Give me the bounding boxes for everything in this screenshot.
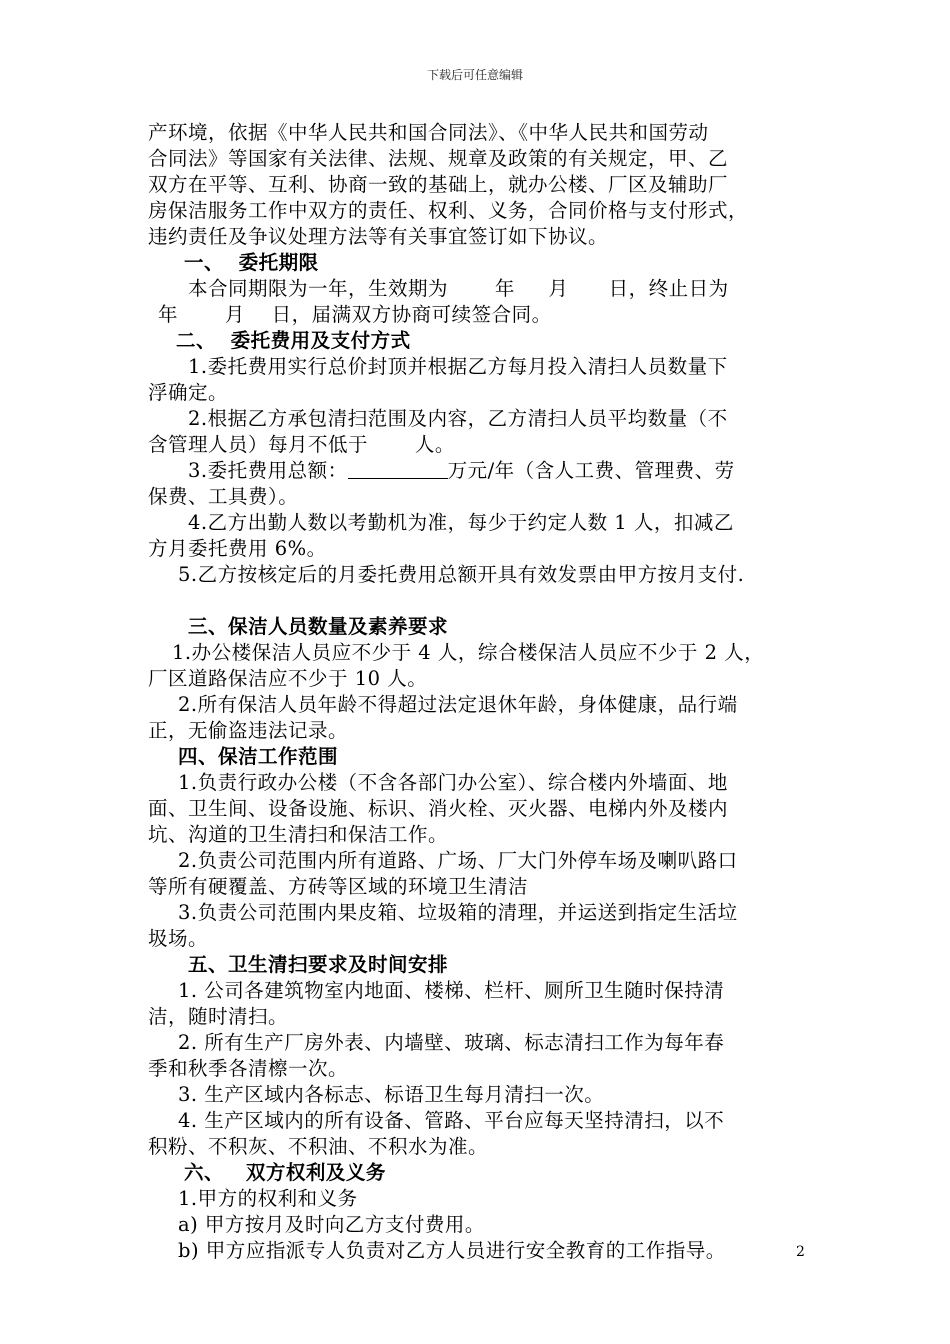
line-text-after-blank: 万元/年（含人工费、管理费、劳 <box>447 459 735 482</box>
section-heading <box>148 952 813 978</box>
line-text: 坑、沟道的卫生清扫和保洁工作。 <box>148 823 449 846</box>
document-body <box>148 120 813 1264</box>
paragraph-line <box>148 926 813 952</box>
paragraph-line <box>148 1108 813 1134</box>
line-text: 5.乙方按核定后的月委托费用总额开具有效发票由甲方按月支付. <box>178 563 745 586</box>
line-text: 1.办公楼保洁人员应不少于 4 人，综合楼保洁人员应不少于 2 人， <box>172 641 765 664</box>
line-text: 积粉、不积灰、不积油、不积水为准。 <box>148 1135 489 1158</box>
section-heading <box>148 614 813 640</box>
line-text: 2.负责公司范围内所有道路、广场、厂大门外停车场及喇叭路口 <box>178 849 738 872</box>
paragraph-line <box>148 822 813 848</box>
line-text: 保费、工具费）。 <box>148 485 299 508</box>
line-text: 三、保洁人员数量及素养要求 <box>188 615 449 638</box>
line-text: 二、 委托费用及支付方式 <box>176 329 411 352</box>
line-text: 房保洁服务工作中双方的责任、权利、义务，合同价格与支付形式， <box>148 199 749 222</box>
paragraph-line <box>148 1238 813 1264</box>
line-text: 年 月 日，届满双方协商可续签合同。 <box>158 303 552 326</box>
line-text: 双方在平等、互利、协商一致的基础上，就办公楼、厂区及辅助厂 <box>148 173 729 196</box>
paragraph-line <box>148 692 813 718</box>
paragraph-line <box>148 848 813 874</box>
paragraph-line <box>148 484 813 510</box>
line-text: 3.委托费用总额： <box>188 459 348 482</box>
paragraph-line <box>148 1030 813 1056</box>
paragraph-line <box>148 718 813 744</box>
paragraph-line <box>148 666 813 692</box>
section-heading <box>148 744 813 770</box>
paragraph-line <box>148 354 813 380</box>
line-text: 五、卫生清扫要求及时间安排 <box>188 953 449 976</box>
line-text: 2. 所有生产厂房外表、内墙壁、玻璃、标志清扫工作为每年春 <box>178 1031 725 1054</box>
fill-in-blank <box>348 458 448 479</box>
paragraph-line <box>148 796 813 822</box>
line-text: a) 甲方按月及时向乙方支付费用。 <box>178 1213 485 1236</box>
line-text: 本合同期限为一年，生效期为 年 月 日，终止日为 <box>188 277 729 300</box>
line-text: 一、 委托期限 <box>184 251 319 274</box>
paragraph-line <box>148 1056 813 1082</box>
paragraph-line <box>148 458 813 484</box>
paragraph-line <box>148 302 813 328</box>
line-text: 浮确定。 <box>148 381 229 404</box>
line-text: 厂区道路保洁应不少于 10 人。 <box>148 667 428 690</box>
paragraph-line <box>148 406 813 432</box>
line-text: 洁，随时清扫。 <box>148 1005 289 1028</box>
paragraph-line <box>148 640 813 666</box>
paragraph-line <box>148 1004 813 1030</box>
page-number: 2 <box>796 1244 805 1260</box>
line-text: 1.负责行政办公楼（不含各部门办公室）、综合楼内外墙面、地 <box>178 771 728 794</box>
line-text: 方月委托费用 6%。 <box>148 537 327 560</box>
line-text: 四、保洁工作范围 <box>178 745 339 768</box>
paragraph-line <box>148 900 813 926</box>
paragraph-line <box>148 770 813 796</box>
line-text: 4.乙方出勤人数以考勤机为准，每少于约定人数 1 人，扣减乙 <box>188 511 734 534</box>
section-heading <box>148 250 813 276</box>
line-text: 违约责任及争议处理方法等有关事宜签订如下协议。 <box>148 225 609 248</box>
line-text: 1.甲方的权利和义务 <box>178 1187 358 1210</box>
line-text: 产环境，依据《中华人民共和国合同法》、《中华人民共和国劳动 <box>148 121 709 144</box>
paragraph-line <box>148 146 813 172</box>
paragraph-line <box>148 1082 813 1108</box>
paragraph-line <box>148 1212 813 1238</box>
line-text: 2.所有保洁人员年龄不得超过法定退休年龄，身体健康，品行端 <box>178 693 738 716</box>
paragraph-line <box>148 198 813 224</box>
line-text: 2.根据乙方承包清扫范围及内容，乙方清扫人员平均数量（不 <box>188 407 728 430</box>
paragraph-line <box>148 562 813 588</box>
line-text: 4. 生产区域内的所有设备、管路、平台应每天坚持清扫，以不 <box>178 1109 725 1132</box>
line-text: 1. 公司各建筑物室内地面、楼梯、栏杆、厕所卫生随时保持清 <box>178 979 725 1002</box>
line-text: 面、卫生间、设备设施、标识、消火栓、灭火器、电梯内外及楼内 <box>148 797 729 820</box>
section-heading <box>148 1160 813 1186</box>
blank-line <box>148 588 813 614</box>
paragraph-line <box>148 978 813 1004</box>
paragraph-line <box>148 1134 813 1160</box>
paragraph-line <box>148 224 813 250</box>
paragraph-line <box>148 172 813 198</box>
paragraph-line <box>148 874 813 900</box>
line-text: 季和秋季各清檫一次。 <box>148 1057 349 1080</box>
line-text: 正，无偷盗违法记录。 <box>148 719 349 742</box>
line-text: 等所有硬覆盖、方砖等区域的环境卫生清洁 <box>148 875 529 898</box>
paragraph-line <box>148 536 813 562</box>
paragraph-line <box>148 510 813 536</box>
line-text: b) 甲方应指派专人负责对乙方人员进行安全教育的工作指导。 <box>178 1239 726 1262</box>
paragraph-line <box>148 120 813 146</box>
line-text: 含管理人员）每月不低于 人。 <box>148 433 455 456</box>
paragraph-line <box>148 276 813 302</box>
line-text: 3. 生产区域内各标志、标语卫生每月清扫一次。 <box>178 1083 605 1106</box>
paragraph-line <box>148 432 813 458</box>
paragraph-line <box>148 1186 813 1212</box>
paragraph-line <box>148 380 813 406</box>
header-note: 下载后可任意编辑 <box>426 68 523 82</box>
line-text: 合同法》等国家有关法律、法规、规章及政策的有关规定，甲、乙 <box>148 147 729 170</box>
line-text: 1.委托费用实行总价封顶并根据乙方每月投入清扫人员数量下 <box>188 355 728 378</box>
line-text: 3.负责公司范围内果皮箱、垃圾箱的清理，并运送到指定生活垃 <box>178 901 738 924</box>
line-text: 六、 双方权利及义务 <box>184 1161 386 1184</box>
line-text: 圾场。 <box>148 927 209 950</box>
section-heading <box>148 328 813 354</box>
